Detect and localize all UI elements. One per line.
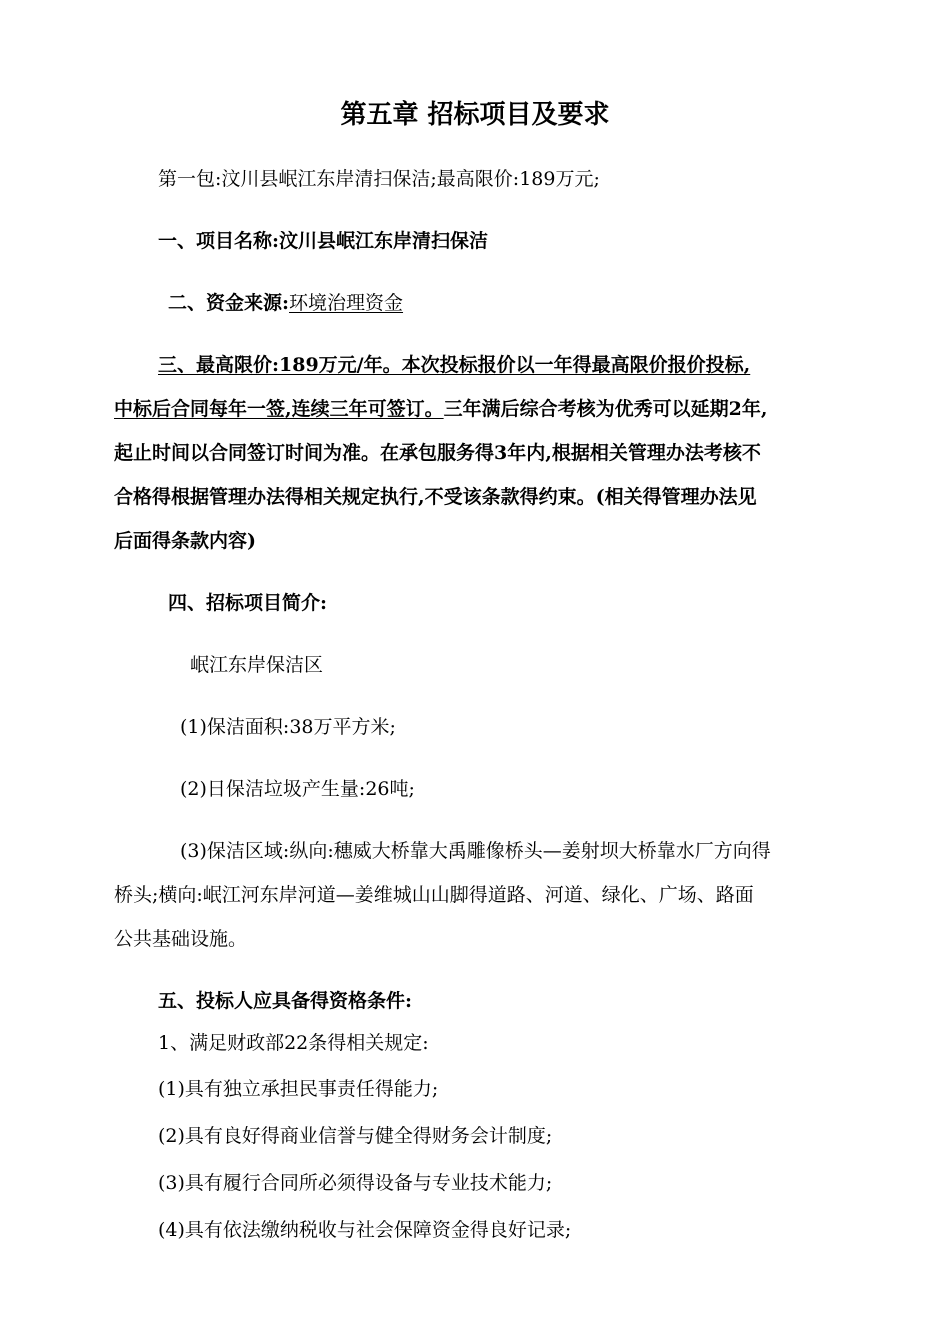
chapter-title: 第五章 招标项目及要求 [340, 100, 610, 130]
cleaning-region-line-3: 公共基础设施。 [114, 928, 248, 950]
project-intro-heading: 四、招标项目简介: [168, 592, 328, 614]
cleaning-region-line-2: 桥头;横向:岷江河东岸河道—姜维城山山脚得道路、河道、绿化、广场、路面 [114, 884, 754, 906]
project-name-value: 汶川县岷江东岸清扫保洁 [279, 230, 489, 252]
price-limit-line-5: 后面得条款内容) [114, 530, 256, 552]
requirement-3: (3)具有履行合同所必须得设备与专业技术能力; [158, 1172, 553, 1194]
contract-term-rest: 三年满后综合考核为优秀可以延期2年, [443, 398, 768, 420]
price-limit-line-2 [114, 396, 767, 422]
package-line: 第一包:汶川县岷江东岸清扫保洁;最高限价:189万元; [158, 168, 600, 190]
qualification-sub-1: 1、满足财政部22条得相关规定: [158, 1032, 429, 1054]
contract-term-underlined: 中标后合同每年一签,连续三年可签订。 [114, 398, 444, 420]
fund-source-label: 二、资金来源: [168, 292, 290, 314]
fund-source-line [168, 290, 403, 316]
price-limit-line-4: 合格得根据管理办法得相关规定执行,不受该条款得约束。(相关得管理办法见 [114, 486, 757, 508]
daily-garbage-volume: (2)日保洁垃圾产生量:26吨; [180, 778, 415, 800]
price-limit-line-1: 三、最高限价:189万元/年。本次投标报价以一年得最高限价报价投标, [158, 354, 751, 376]
requirement-4: (4)具有依法缴纳税收与社会保障资金得良好记录; [158, 1219, 572, 1241]
project-name-label: 一、项目名称: [158, 230, 280, 252]
fund-source-value: 环境治理资金 [289, 292, 404, 314]
requirement-2: (2)具有良好得商业信誉与健全得财务会计制度; [158, 1125, 553, 1147]
cleaning-area-size: (1)保洁面积:38万平方米; [180, 716, 396, 738]
qualification-heading: 五、投标人应具备得资格条件: [158, 990, 413, 1012]
price-limit-line-3: 起止时间以合同签订时间为准。在承包服务得3年内,根据相关管理办法考核不 [114, 442, 761, 464]
cleaning-area-name: 岷江东岸保洁区 [190, 654, 324, 676]
requirement-1: (1)具有独立承担民事责任得能力; [158, 1078, 439, 1100]
project-name-line [158, 228, 488, 254]
cleaning-region-line-1: (3)保洁区域:纵向:穗威大桥靠大禹雕像桥头—姜射坝大桥靠水厂方向得 [180, 840, 771, 862]
